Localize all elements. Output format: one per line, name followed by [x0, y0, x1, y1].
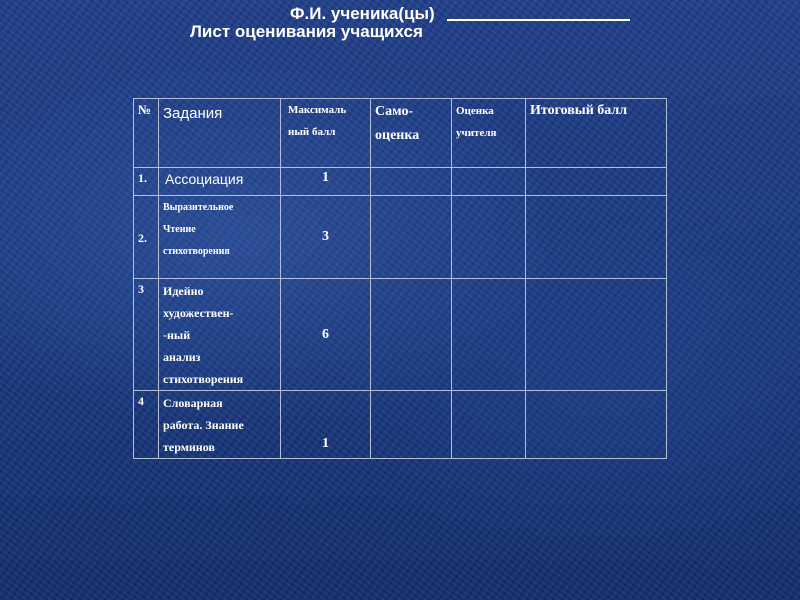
name-blank-line: [447, 19, 630, 21]
max-score: 3: [281, 196, 371, 279]
column-header-final-score: Итоговый балл: [526, 99, 667, 168]
column-header-number: №: [134, 99, 159, 168]
task-name-line: работа. Знание: [163, 418, 244, 432]
task-name-line: -ный: [163, 328, 191, 342]
task-name-line: терминов: [163, 440, 215, 454]
column-header-teacher-grade-line1: Оценка: [456, 105, 494, 117]
row-number: 4: [134, 391, 159, 459]
task-name-line: Идейно: [163, 284, 204, 298]
max-score: 6: [281, 279, 371, 391]
table-row: [134, 391, 667, 459]
max-score: 1: [281, 168, 371, 196]
row-number: 2.: [134, 196, 159, 279]
task-name-line: художествен-: [163, 306, 234, 320]
task-name-line: стихотворения: [163, 246, 230, 257]
self-assessment-cell: [371, 196, 452, 279]
task-name: [159, 168, 281, 196]
task-name-line: Чтение: [163, 224, 196, 235]
teacher-grade-cell: [452, 168, 526, 196]
task-name-line: Выразительное: [163, 202, 234, 213]
task-name-line: стихотворения: [163, 372, 244, 386]
column-header-self-assessment-line2: оценка: [375, 128, 420, 143]
task-name-line: Ассоциация: [165, 171, 244, 187]
student-name-label: Ф.И. ученика(цы): [290, 4, 435, 23]
self-assessment-cell: [371, 168, 452, 196]
final-score-cell: [526, 168, 667, 196]
final-score-cell: [526, 391, 667, 459]
teacher-grade-cell: [452, 196, 526, 279]
task-name-line: анализ: [163, 350, 201, 364]
task-name: [159, 279, 281, 391]
column-header-teacher-grade-line2: учителя: [456, 127, 497, 139]
row-number: 1.: [134, 168, 159, 196]
final-score-cell: [526, 279, 667, 391]
column-header-max-score: [281, 99, 371, 168]
column-header-max-score-line2: ный балл: [288, 126, 336, 138]
task-name-line: Словарная: [163, 396, 223, 410]
student-name-line: [290, 4, 630, 24]
column-header-self-assessment-line1: Само-: [375, 104, 414, 119]
row-number: 3: [134, 279, 159, 391]
self-assessment-cell: [371, 279, 452, 391]
sheet-title: Лист оценивания учащихся: [190, 22, 423, 41]
table-row: [134, 279, 667, 391]
column-header-max-score-line1: Максималь: [288, 104, 347, 116]
teacher-grade-cell: [452, 391, 526, 459]
self-assessment-cell: [371, 391, 452, 459]
column-header-teacher-grade: [452, 99, 526, 168]
table-row: [134, 168, 667, 196]
table-row: [134, 196, 667, 279]
task-name: [159, 196, 281, 279]
grading-table: [133, 98, 667, 459]
column-header-self-assessment: [371, 99, 452, 168]
teacher-grade-cell: [452, 279, 526, 391]
max-score: 1: [281, 391, 371, 459]
column-header-tasks: Задания: [159, 99, 281, 168]
final-score-cell: [526, 196, 667, 279]
table-header-row: [134, 99, 667, 168]
task-name: [159, 391, 281, 459]
